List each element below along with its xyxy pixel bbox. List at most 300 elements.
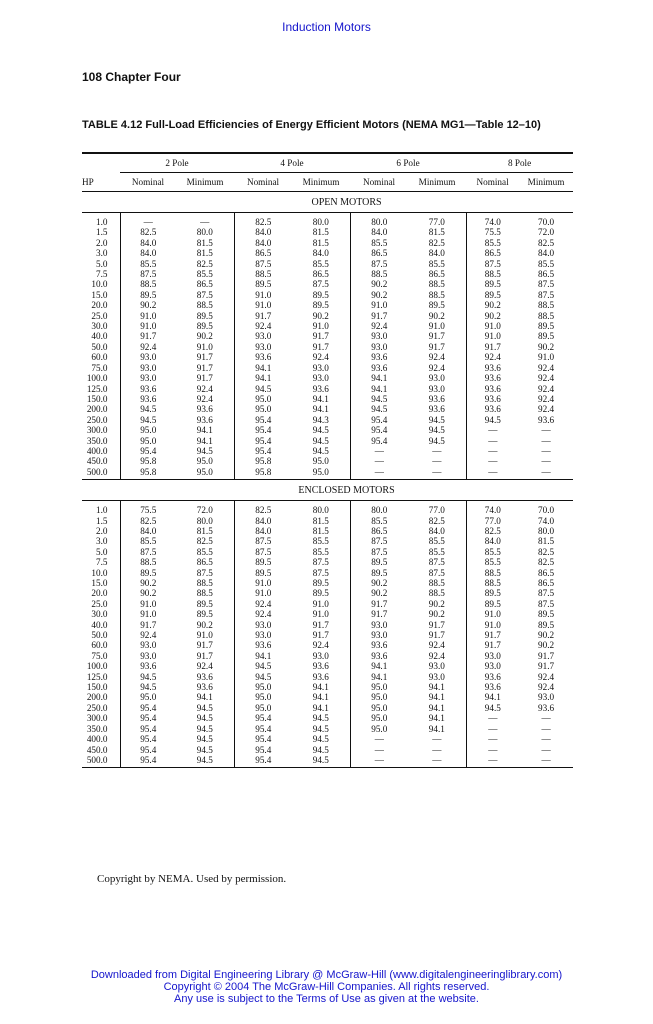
efficiency-cell: 93.6	[234, 640, 292, 650]
hp-cell: 30.0	[91, 609, 108, 620]
efficiency-cell: 94.1	[312, 393, 329, 404]
efficiency-cell: 95.4	[234, 436, 292, 446]
efficiency-cell: 93.6	[466, 404, 519, 414]
efficiency-cell: 91.0	[428, 321, 445, 332]
efficiency-cell: —	[466, 724, 519, 734]
efficiency-cell: 74.0	[466, 213, 519, 228]
efficiency-cell: 95.4	[234, 713, 292, 723]
efficiency-cell: 93.6	[196, 671, 213, 682]
column-header: Minimum	[176, 173, 234, 192]
efficiency-cell: 93.0	[428, 671, 445, 682]
efficiency-cell: 91.7	[466, 342, 519, 352]
efficiency-cell: 90.2	[538, 640, 555, 651]
efficiency-cell: 80.0	[312, 505, 329, 516]
efficiency-cell: 90.2	[466, 311, 519, 321]
table-row	[82, 516, 573, 526]
efficiency-cell: 92.4	[196, 383, 213, 394]
efficiency-cell: —	[350, 446, 408, 456]
efficiency-cell: 90.2	[196, 331, 213, 342]
efficiency-cell: 90.2	[428, 310, 445, 321]
efficiency-cell: 93.6	[312, 661, 329, 672]
efficiency-cell: 89.5	[312, 289, 329, 300]
efficiency-cell: 95.0	[120, 692, 176, 702]
efficiency-cell: 93.6	[538, 702, 555, 713]
hp-cell: 20.0	[91, 588, 108, 599]
efficiency-cell: —	[541, 713, 551, 724]
efficiency-cell: 93.6	[196, 414, 213, 425]
efficiency-cell: 94.5	[234, 672, 292, 682]
table-row	[82, 404, 573, 414]
efficiency-cell: 95.4	[120, 734, 176, 744]
efficiency-cell: 90.2	[120, 300, 176, 310]
efficiency-cell: 95.4	[350, 415, 408, 425]
efficiency-cell: 95.0	[176, 467, 234, 480]
efficiency-cell: 94.5	[196, 723, 213, 734]
efficiency-cell: 95.8	[120, 456, 176, 466]
efficiency-cell: 93.6	[466, 672, 519, 682]
table-row	[82, 599, 573, 609]
efficiency-cell: 93.0	[312, 362, 329, 373]
efficiency-cell: 85.5	[312, 546, 329, 557]
efficiency-cell: 74.0	[538, 515, 555, 526]
efficiency-cell: 94.5	[312, 425, 329, 436]
efficiency-cell: 89.5	[538, 619, 555, 630]
efficiency-cell: 93.6	[120, 384, 176, 394]
efficiency-cell: 84.0	[234, 526, 292, 536]
efficiency-cell: 95.4	[120, 724, 176, 734]
efficiency-cell: 86.5	[234, 248, 292, 258]
efficiency-cell: 85.5	[428, 258, 445, 269]
efficiency-cell: 90.2	[120, 588, 176, 598]
table-row	[82, 682, 573, 692]
efficiency-cell: 85.5	[466, 238, 519, 248]
efficiency-cell: 94.5	[196, 445, 213, 456]
efficiency-cell: 93.6	[466, 384, 519, 394]
efficiency-cell: 87.5	[350, 536, 408, 546]
efficiency-cell: 70.0	[538, 217, 555, 227]
efficiency-cell: 91.0	[466, 620, 519, 630]
efficiency-cell: 94.1	[428, 692, 445, 703]
hp-cell: 400.0	[86, 445, 108, 456]
efficiency-cell: 92.4	[538, 671, 555, 682]
hp-cell: 350.0	[86, 435, 108, 446]
hp-cell: 1.5	[96, 515, 108, 526]
efficiency-cell: 82.5	[120, 227, 176, 237]
efficiency-cell: 91.7	[428, 331, 445, 342]
efficiency-cell: 87.5	[120, 547, 176, 557]
efficiency-cell: 93.6	[196, 404, 213, 415]
table-row	[82, 415, 573, 425]
table-row	[82, 394, 573, 404]
pole-group-header: 6 Pole	[350, 153, 466, 173]
efficiency-cell: 94.5	[196, 713, 213, 724]
hp-cell: 15.0	[91, 578, 108, 588]
pole-group-header: 2 Pole	[120, 153, 234, 173]
hp-group-spacer	[82, 153, 120, 173]
hp-cell: 2.0	[96, 237, 108, 248]
hp-cell: 350.0	[86, 723, 108, 734]
efficiency-cell: 92.4	[428, 352, 445, 363]
efficiency-cell: 87.5	[196, 289, 213, 300]
efficiency-cell: 91.7	[312, 630, 329, 641]
efficiency-cell: 95.4	[350, 425, 408, 435]
table-row	[82, 342, 573, 352]
efficiency-cell: 90.2	[350, 279, 408, 289]
efficiency-cell: —	[541, 435, 551, 446]
hp-cell: 200.0	[86, 404, 108, 415]
efficiency-cell: —	[466, 467, 519, 480]
table-row	[82, 651, 573, 661]
efficiency-cell: —	[350, 467, 408, 480]
efficiency-cell: 93.0	[120, 352, 176, 362]
efficiency-cell: 94.1	[234, 363, 292, 373]
efficiency-cell: 80.0	[350, 501, 408, 516]
efficiency-cell: 88.5	[538, 300, 555, 311]
efficiency-cell: —	[350, 745, 408, 755]
efficiency-cell: 88.5	[428, 279, 445, 290]
efficiency-cell: 87.5	[312, 567, 329, 578]
efficiency-cell: 87.5	[538, 588, 555, 599]
hp-cell: 40.0	[91, 331, 108, 342]
efficiency-cell: 93.6	[312, 671, 329, 682]
efficiency-cell: 85.5	[196, 269, 213, 280]
efficiency-cell: 95.4	[234, 745, 292, 755]
efficiency-cell: 81.5	[312, 227, 329, 238]
hp-cell: 3.0	[96, 248, 108, 259]
efficiency-cell: 91.7	[466, 630, 519, 640]
table-row	[82, 745, 573, 755]
efficiency-cell: 92.4	[196, 393, 213, 404]
table-row	[82, 692, 573, 702]
efficiency-cell: 89.5	[466, 290, 519, 300]
efficiency-cell: 86.5	[196, 279, 213, 290]
table-row	[82, 630, 573, 640]
efficiency-cell: 85.5	[120, 536, 176, 546]
footer-download-link[interactable]: Downloaded from Digital Engineering Library @ McGraw-Hill (www.digitalengineeringlibrary.com)	[90, 969, 563, 981]
efficiency-cell: 91.0	[466, 321, 519, 331]
efficiency-cell: —	[541, 425, 551, 436]
efficiency-cell: —	[466, 734, 519, 744]
efficiency-cell: 94.5	[234, 384, 292, 394]
efficiency-cell: 95.4	[234, 415, 292, 425]
efficiency-cell: —	[519, 755, 573, 768]
efficiency-cell: 88.5	[120, 557, 176, 567]
hp-cell: 500.0	[82, 467, 120, 480]
copyright-note: Copyright by NEMA. Used by permission.	[97, 873, 287, 885]
table-row	[82, 373, 573, 383]
pole-group-header: 4 Pole	[234, 153, 350, 173]
hp-cell: 7.5	[96, 269, 108, 280]
efficiency-cell: 70.0	[538, 505, 555, 516]
efficiency-cell: 89.5	[466, 279, 519, 289]
efficiency-cell: 84.0	[428, 248, 445, 259]
efficiency-cell: 88.5	[196, 300, 213, 311]
efficiency-cell: 92.4	[538, 362, 555, 373]
table-row	[82, 311, 573, 321]
efficiency-cell: 81.5	[428, 227, 445, 238]
efficiency-cell: 91.7	[428, 619, 445, 630]
efficiency-cell: —	[466, 446, 519, 456]
efficiency-cell: 93.6	[234, 352, 292, 362]
efficiency-cell: 93.6	[350, 363, 408, 373]
efficiency-cell: 84.0	[120, 248, 176, 258]
efficiency-cell: 94.5	[428, 414, 445, 425]
efficiency-cell: 94.5	[176, 755, 234, 768]
efficiency-cell: 94.5	[292, 755, 350, 768]
efficiency-cell: 94.1	[312, 692, 329, 703]
efficiency-cell: 89.5	[312, 578, 329, 588]
efficiency-cell: 88.5	[234, 269, 292, 279]
efficiency-cell: 88.5	[350, 269, 408, 279]
efficiency-cell: 95.0	[234, 394, 292, 404]
efficiency-cell: 86.5	[350, 248, 408, 258]
hp-cell: 300.0	[86, 713, 108, 724]
efficiency-cell: 86.5	[350, 526, 408, 536]
hp-cell: 450.0	[86, 744, 108, 755]
efficiency-cell: 94.5	[196, 744, 213, 755]
efficiency-cell: 87.5	[428, 557, 445, 568]
efficiency-cell: 92.4	[312, 640, 329, 651]
efficiency-cell: 87.5	[538, 289, 555, 300]
efficiency-cell: 93.0	[428, 661, 445, 672]
efficiency-cell: 94.5	[120, 682, 176, 692]
efficiency-cell: —	[466, 755, 519, 768]
efficiency-cell: 90.2	[538, 630, 555, 641]
hp-cell: 300.0	[86, 425, 108, 436]
efficiency-cell: 85.5	[350, 516, 408, 526]
efficiency-cell: 90.2	[350, 578, 408, 588]
efficiency-cell: 91.7	[312, 341, 329, 352]
efficiency-cell: 95.0	[350, 692, 408, 702]
efficiency-cell: 93.6	[350, 651, 408, 661]
efficiency-cell: 89.5	[196, 321, 213, 332]
efficiency-cell: 87.5	[234, 259, 292, 269]
table-row	[82, 456, 573, 466]
efficiency-cell: 94.5	[196, 702, 213, 713]
efficiency-cell: 94.5	[428, 425, 445, 436]
table-row	[82, 640, 573, 650]
hp-cell: 1.0	[96, 217, 108, 227]
efficiency-cell: 95.8	[234, 456, 292, 466]
efficiency-cell: 94.5	[312, 435, 329, 446]
hp-cell: 150.0	[86, 393, 108, 404]
hp-cell: 2.0	[96, 525, 108, 536]
hp-cell: 20.0	[91, 300, 108, 311]
efficiency-cell: 81.5	[196, 525, 213, 536]
efficiency-cell: 91.7	[312, 331, 329, 342]
efficiency-cell: 93.0	[120, 373, 176, 383]
efficiency-cell: 87.5	[350, 259, 408, 269]
efficiency-cell: 84.0	[234, 238, 292, 248]
efficiency-cell: 92.4	[120, 630, 176, 640]
table-row	[82, 568, 573, 578]
hp-cell: 10.0	[91, 279, 108, 290]
efficiency-cell: 87.5	[312, 557, 329, 568]
efficiency-cell: 94.5	[466, 703, 519, 713]
efficiency-cell: 94.5	[350, 394, 408, 404]
efficiency-cell: 91.0	[466, 609, 519, 619]
efficiency-cell: 89.5	[428, 300, 445, 311]
efficiency-cell: 94.5	[312, 713, 329, 724]
efficiency-cell: 90.2	[120, 578, 176, 588]
efficiency-cell: 91.7	[196, 352, 213, 363]
efficiency-cell: 91.0	[196, 341, 213, 352]
hp-cell: 3.0	[96, 536, 108, 547]
efficiency-cell: 87.5	[234, 547, 292, 557]
efficiency-cell: 91.7	[350, 609, 408, 619]
efficiency-cell: 94.5	[428, 435, 445, 446]
efficiency-cell: 82.5	[196, 536, 213, 547]
table-row	[82, 269, 573, 279]
efficiency-cell: 95.4	[234, 734, 292, 744]
efficiency-cell: 91.7	[538, 650, 555, 661]
efficiency-cell: 92.4	[312, 352, 329, 363]
efficiency-cell: 94.1	[196, 692, 213, 703]
column-header: Minimum	[519, 173, 573, 192]
efficiency-cell: 77.0	[428, 505, 445, 516]
efficiency-cell: 93.6	[466, 373, 519, 383]
table-row	[82, 238, 573, 248]
efficiency-cell: 91.7	[196, 362, 213, 373]
efficiency-cell: 95.4	[120, 755, 176, 768]
table-row	[82, 331, 573, 341]
efficiency-cell: 90.2	[428, 609, 445, 620]
efficiency-cell: 92.4	[350, 321, 408, 331]
header-link[interactable]: Induction Motors	[282, 20, 371, 34]
efficiency-cell: 92.4	[120, 342, 176, 352]
efficiency-cell: 81.5	[196, 248, 213, 259]
efficiency-cell: 84.0	[350, 227, 408, 237]
efficiency-cell: 95.4	[234, 724, 292, 734]
efficiency-cell: 91.0	[196, 630, 213, 641]
efficiency-cell: 93.0	[234, 630, 292, 640]
hp-cell: 60.0	[91, 352, 108, 363]
section-header-row	[82, 192, 573, 213]
efficiency-cell: 94.1	[350, 661, 408, 671]
hp-cell: 25.0	[91, 598, 108, 609]
efficiency-cell: 92.4	[538, 682, 555, 693]
efficiency-cell: 93.6	[120, 394, 176, 404]
efficiency-cell: 80.0	[312, 217, 329, 227]
section-title: OPEN MOTORS	[120, 192, 573, 213]
footer-copyright: Copyright © 2004 The McGraw-Hill Companies. All rights reserved.	[163, 981, 490, 993]
efficiency-cell: 84.0	[312, 248, 329, 259]
efficiency-cell: —	[200, 217, 210, 227]
efficiency-cell: 90.2	[428, 598, 445, 609]
efficiency-cell: 95.0	[350, 713, 408, 723]
efficiency-cell: 85.5	[196, 546, 213, 557]
efficiency-cell: 95.0	[234, 682, 292, 692]
efficiency-cell: 93.6	[350, 352, 408, 362]
efficiency-cell: 91.7	[120, 620, 176, 630]
efficiency-cell: 84.0	[234, 516, 292, 526]
table-row	[82, 384, 573, 394]
efficiency-cell: 86.5	[466, 248, 519, 258]
efficiency-cell: 91.7	[120, 331, 176, 341]
efficiency-cell: 93.0	[350, 342, 408, 352]
hp-cell: 1.0	[96, 505, 108, 516]
efficiency-cell: 88.5	[538, 310, 555, 321]
efficiency-cell: —	[466, 456, 519, 466]
efficiency-cell: 94.5	[466, 415, 519, 425]
efficiency-cell: 95.0	[350, 703, 408, 713]
efficiency-cell: 85.5	[538, 258, 555, 269]
efficiency-cell: 93.0	[428, 373, 445, 384]
hp-cell: 5.0	[96, 258, 108, 269]
efficiency-cell: 95.0	[120, 436, 176, 446]
table-row	[82, 300, 573, 310]
hp-cell: 30.0	[91, 321, 108, 332]
table-row	[82, 352, 573, 362]
table-row	[82, 290, 573, 300]
efficiency-cell: 95.0	[234, 703, 292, 713]
efficiency-cell: 84.0	[234, 227, 292, 237]
efficiency-cell: —	[432, 734, 442, 745]
efficiency-cell: —	[350, 456, 408, 466]
table-row	[82, 620, 573, 630]
efficiency-cell: 91.7	[428, 341, 445, 352]
efficiency-cell: 84.0	[538, 248, 555, 259]
efficiency-cell: 87.5	[196, 567, 213, 578]
efficiency-cell: 93.0	[428, 383, 445, 394]
efficiency-cell: 93.0	[466, 661, 519, 671]
efficiency-cell: 88.5	[120, 279, 176, 289]
efficiency-cell: 94.1	[196, 435, 213, 446]
hp-cell: 250.0	[86, 414, 108, 425]
running-head: 108 Chapter Four	[82, 70, 181, 84]
footer-terms[interactable]: Any use is subject to the Terms of Use as given at the website.	[174, 993, 479, 1005]
efficiency-cell: 95.8	[120, 467, 176, 480]
efficiency-cell: 89.5	[312, 588, 329, 599]
efficiency-cell: 94.5	[120, 404, 176, 414]
efficiency-cell: 81.5	[312, 237, 329, 248]
hp-cell: 50.0	[91, 341, 108, 352]
efficiency-cell: 94.5	[196, 734, 213, 745]
efficiency-cell: 93.0	[350, 630, 408, 640]
efficiency-cell: 94.5	[312, 445, 329, 456]
efficiency-cell: 92.4	[538, 373, 555, 384]
efficiency-cell: 85.5	[120, 259, 176, 269]
efficiency-cell: 92.4	[234, 599, 292, 609]
table-row	[82, 321, 573, 331]
efficiency-cell: 84.0	[466, 536, 519, 546]
efficiency-cell: 82.5	[120, 516, 176, 526]
efficiency-cell: 95.0	[350, 724, 408, 734]
table-row	[82, 227, 573, 237]
efficiency-cell: 89.5	[120, 568, 176, 578]
efficiency-cell: 85.5	[466, 547, 519, 557]
efficiency-cell: 80.0	[538, 525, 555, 536]
efficiency-cell: 94.1	[350, 384, 408, 394]
efficiency-cell: 94.5	[312, 723, 329, 734]
efficiency-cell: —	[466, 713, 519, 723]
efficiency-cell: 93.6	[538, 414, 555, 425]
hp-cell: 60.0	[91, 640, 108, 651]
efficiency-cell: 81.5	[312, 515, 329, 526]
efficiency-cell: 88.5	[428, 588, 445, 599]
efficiency-cell: —	[519, 467, 573, 480]
efficiency-cell: 94.1	[312, 702, 329, 713]
efficiency-cell: 92.4	[538, 404, 555, 415]
efficiency-cell: 93.6	[120, 661, 176, 671]
efficiency-cell: 87.5	[538, 279, 555, 290]
efficiency-cell: —	[541, 456, 551, 467]
efficiency-cell: 87.5	[350, 547, 408, 557]
hp-cell: 150.0	[86, 682, 108, 693]
efficiency-cell: 90.2	[466, 300, 519, 310]
efficiency-cell: 81.5	[538, 536, 555, 547]
efficiency-cell: 91.0	[120, 609, 176, 619]
